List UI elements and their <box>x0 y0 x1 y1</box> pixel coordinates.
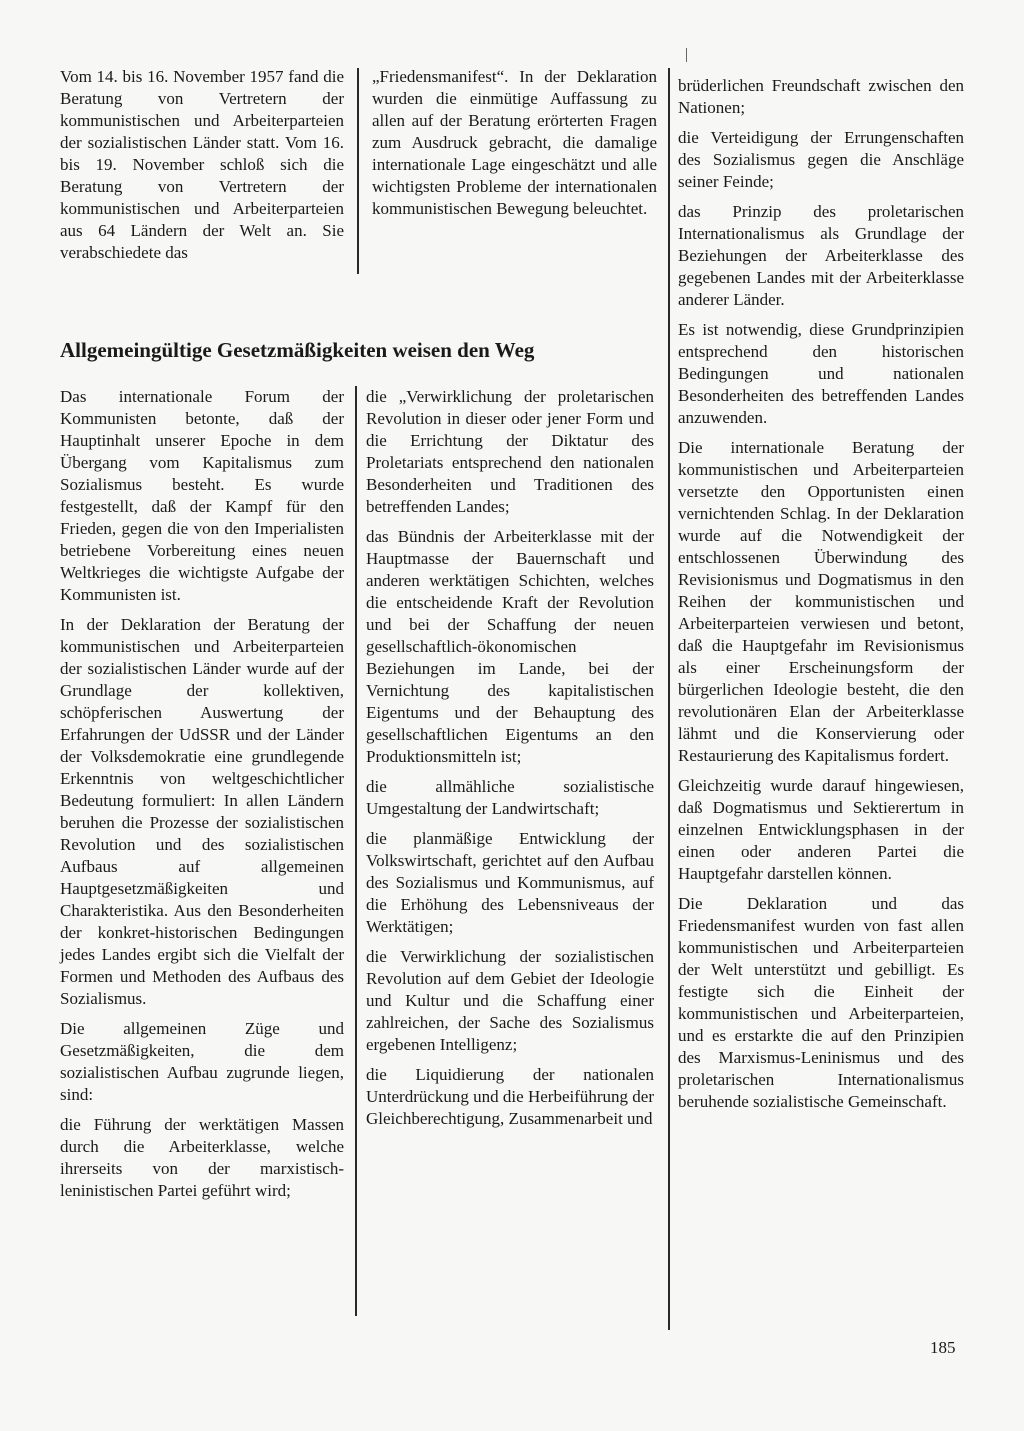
body-column-1 <box>60 386 344 1210</box>
list-item: die planmäßige Entwicklung der Volkswirtschaft, gerichtet auf den Aufbau des Sozialismus und Kommunismus, auf die Erhöhung des Lebensniveaus der Werktätigen; <box>366 829 654 936</box>
paragraph: Das internationale Forum der Kommunisten betonte, daß der Hauptinhalt unserer Epoche in dem Übergang vom Kapitalismus zum Sozialismus besteht. Es wurde festgestellt, daß der Kampf für den Frieden, gegen die von den Imperialisten betriebene Vorbereitung eines neuen Weltkrieges die wichtigste Aufgabe der Kommunisten ist. <box>60 387 344 604</box>
paragraph: Die allgemeinen Züge und Gesetzmäßigkeiten, die dem sozialistischen Aufbau zugrunde liegen, sind: <box>60 1019 344 1104</box>
margin-tick <box>686 48 687 62</box>
paragraph: Es ist notwendig, diese Grundprinzipien entsprechend den historischen Bedingungen und nationalen Besonderheiten des betreffenden Landes anzuwenden. <box>678 320 964 427</box>
column-rule <box>355 386 357 1316</box>
list-item: die Verwirklichung der sozialistischen Revolution auf dem Gebiet der Ideologie und Kultur und die Schaffung einer zahlreichen, der Sache des Sozialismus ergebenen Intelligenz; <box>366 947 654 1054</box>
paragraph: Gleichzeitig wurde darauf hingewiesen, daß Dogmatismus und Sektierertum in einzelnen Entwicklungsphasen in der einen oder anderen Partei die Hauptgefahr darstellen können. <box>678 776 964 883</box>
intro-column-1 <box>60 66 344 272</box>
section-heading: Allgemeingültige Gesetzmäßigkeiten weisen den Weg <box>60 338 535 362</box>
paragraph: Die Deklaration und das Friedensmanifest wurden von fast allen kommunistischen und Arbeiterparteien der Welt unterstützt und gebilligt. Es festigte sich die Einheit der kommunistischen und Arbeiterparteien, und es erstarkte die auf den Prinzipien des Marxismus-Leninismus und des proletarischen Internationalismus beruhende sozialistische Gemeinschaft. <box>678 894 964 1111</box>
intro-paragraph: „Friedensmanifest“. In der Deklaration wurden die einmütige Auffassung zu allen auf der Beratung erörterten Fragen zum Ausdruck gebracht, die damalige internationale Lage eingeschätzt und alle wichtigsten Probleme der internationalen kommunistischen Bewegung beleuchtet. <box>372 67 657 218</box>
body-column-2 <box>366 386 654 1138</box>
paragraph: die Führung der werktätigen Massen durch die Arbeiterklasse, welche ihrerseits von der marxistisch-leninistischen Partei geführt wird; <box>60 1115 344 1200</box>
paragraph: das Prinzip des proletarischen Internationalismus als Grundlage der Beziehungen der Arbeiterklasse des gegebenen Landes mit der Arbeiterklasse anderer Länder. <box>678 202 964 309</box>
paragraph: brüderlichen Freundschaft zwischen den Nationen; <box>678 76 964 117</box>
paragraph: die Verteidigung der Errungenschaften des Sozialismus gegen die Anschläge seiner Feinde; <box>678 128 964 191</box>
list-item: das Bündnis der Arbeiterklasse mit der Hauptmasse der Bauernschaft und anderen werktätigen Schichten, welches die entscheidende Kraft der Revolution und bei der Schaffung der neuen gesellschaftlich-ökonomischen Beziehungen im Lande, bei der Vernichtung des kapitalistischen Eigentums und der Behauptung des gesellschaftlichen Eigentums an den Produktionsmitteln ist; <box>366 527 654 766</box>
body-column-3 <box>678 75 964 1121</box>
intro-paragraph: Vom 14. bis 16. November 1957 fand die Beratung von Vertretern der kommunistischen und Arbeiterparteien der sozialistischen Länder statt. Vom 16. bis 19. November schloß sich die Beratung von Vertretern der kommunistischen und Arbeiterparteien aus 64 Ländern der Welt an. Sie verabschiedete das <box>60 67 344 262</box>
intro-column-2 <box>372 66 657 228</box>
list-item: die „Verwirklichung der proletarischen Revolution in dieser oder jener Form und die Errichtung der Diktatur des Proletariats entsprechend den nationalen Besonderheiten und Traditionen des betreffenden Landes; <box>366 387 654 516</box>
list-item: die Liquidierung der nationalen Unterdrückung und die Herbeiführung der Gleichberechtigung, Zusammenarbeit und <box>366 1065 654 1128</box>
column-rule <box>668 68 670 1330</box>
paragraph: In der Deklaration der Beratung der kommunistischen und Arbeiterparteien der sozialistischen Länder wurde auf der Grundlage der kollektiven, schöpferischen Auswertung der Erfahrungen der UdSSR und der Länder der Volksdemokratie eine grundlegende Erkenntnis von weltgeschichtlicher Bedeutung formuliert: In allen Ländern beruhen die Prozesse der sozialistischen Revolution und des sozialistischen Aufbaus auf allgemeinen Hauptgesetzmäßigkeiten und Charakteristika. Aus den Besonderheiten der konkret-historischen Bedingungen jedes Landes ergibt sich die Vielfalt der Formen und Methoden des Aufbaus des Sozialismus. <box>60 615 344 1008</box>
list-item: die allmähliche sozialistische Umgestaltung der Landwirtschaft; <box>366 777 654 818</box>
page-number: 185 <box>930 1338 956 1357</box>
paragraph: Die internationale Beratung der kommunistischen und Arbeiterparteien versetzte den Opportunisten einen vernichtenden Schlag. In der Deklaration wurde auf die Notwendigkeit der entschlossenen Überwindung des Revisionismus und Dogmatismus in den Reihen der kommunistischen und Arbeiterparteien verwiesen und betont, daß die Hauptgefahr im Revisionismus als einer Erscheinungsform der bürgerlichen Ideologie besteht, die den revolutionären Elan der Arbeiterklasse lähmt und die Konservierung oder Restaurierung des Kapitalismus fordert. <box>678 438 964 765</box>
column-rule <box>357 68 359 274</box>
